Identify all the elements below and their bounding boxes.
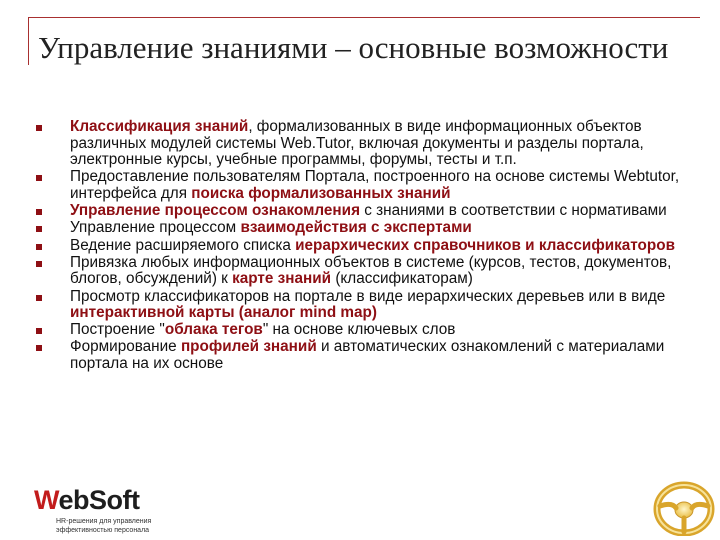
square-bullet-icon [36, 295, 42, 301]
bullet-text: , формализованных в виде информационных объектов различных модулей системы Web.Tutor, включая документы и разделы портала, электронные курсы, учебные программы, форумы, тесты и т.п. [70, 118, 644, 169]
square-bullet-icon [36, 125, 42, 131]
slide-title: Управление знаниями – основные возможности [38, 30, 669, 65]
highlighted-text: облака тегов [164, 321, 263, 339]
bullet-text: с знаниями в соответствии с нормативами [360, 202, 667, 220]
title-frame-top-line [28, 17, 700, 18]
bullet-text: Просмотр классификаторов на портале в виде иерархических деревьев или в виде [70, 287, 666, 305]
square-bullet-icon [36, 244, 42, 250]
highlighted-text: поиска формализованных знаний [191, 184, 451, 202]
bullet-item [36, 119, 696, 169]
title-frame-left-line [28, 17, 29, 65]
bullet-text: (классификаторам) [331, 270, 473, 288]
bullet-text: Предоставление пользователям Портала, построенного на основе системы Webtutor, интерфейса для [70, 168, 680, 202]
highlighted-text: карте знаний [232, 270, 332, 288]
bullet-item [36, 238, 696, 255]
bullet-text: Управление процессом [70, 219, 241, 237]
square-bullet-icon [36, 209, 42, 215]
bullet-text: Построение " [70, 321, 165, 339]
highlighted-text: взаимодействия с экспертами [240, 219, 472, 237]
highlighted-text: Управление процессом ознакомления [70, 202, 361, 220]
square-bullet-icon [36, 345, 42, 351]
bullet-text: Формирование [70, 338, 181, 356]
bullet-text: Привязка любых информационных объектов в системе (курсов, тестов, документов, блогов, обсуждений) к [70, 253, 672, 288]
bullet-text: Ведение расширяемого списка [70, 236, 296, 254]
highlighted-text: интерактивной карты (аналог mind map) [70, 304, 377, 322]
bullet-item [36, 339, 696, 372]
square-bullet-icon [36, 175, 42, 181]
highlighted-text: Классификация знаний [70, 118, 249, 135]
square-bullet-icon [36, 261, 42, 267]
bullet-item [36, 322, 696, 339]
bullet-list [36, 119, 696, 373]
logo-tagline: HR-решения для управления эффективностью персонала [56, 518, 152, 534]
square-bullet-icon [36, 226, 42, 232]
highlighted-text: иерархических справочников и классификаторов [295, 236, 675, 254]
bullet-item [36, 203, 696, 220]
square-bullet-icon [36, 328, 42, 334]
logo-wordmark: WebSoft [34, 485, 140, 515]
bullet-item [36, 220, 696, 237]
bullet-text: и автоматических ознакомлений с материалами портала на их основе [70, 338, 665, 373]
bullet-item [36, 255, 696, 288]
steering-wheel-icon [652, 480, 716, 536]
highlighted-text: профилей знаний [180, 338, 317, 356]
bullet-text: " на основе ключевых слов [262, 321, 456, 339]
bullet-item [36, 169, 696, 202]
bullet-item [36, 289, 696, 322]
websoft-logo [34, 486, 174, 536]
